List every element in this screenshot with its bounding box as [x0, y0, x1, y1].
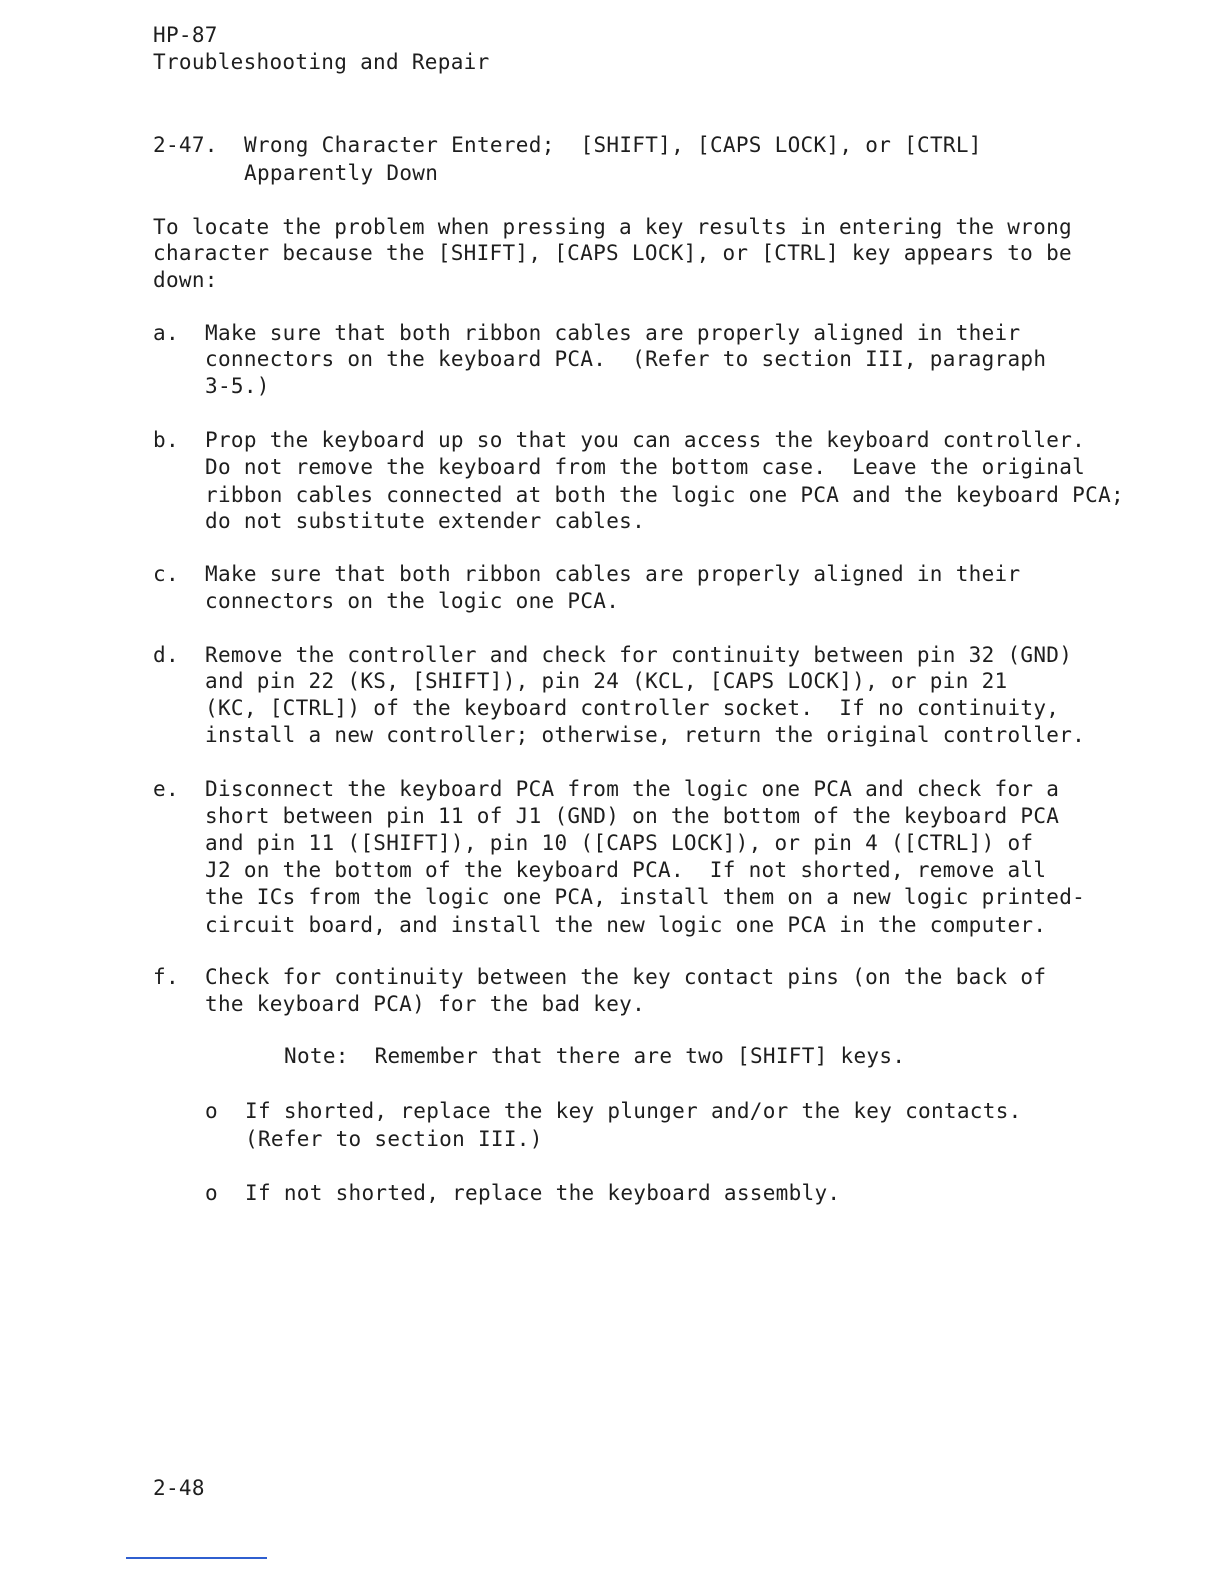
step-marker-f: f. — [153, 965, 179, 989]
step-b-line: Do not remove the keyboard from the bottom case. Leave the original — [205, 455, 1086, 479]
step-d-line: Remove the controller and check for continuity between pin 32 (GND) — [205, 643, 1073, 667]
page-number: 2-48 — [153, 1476, 205, 1500]
note-text: Note: Remember that there are two [SHIFT] keys. — [284, 1044, 906, 1068]
section-number: 2-47. — [153, 133, 218, 157]
step-b-line: do not substitute extender cables. — [205, 509, 646, 533]
step-marker-e: e. — [153, 777, 179, 801]
step-f-line: Check for continuity between the key contact pins (on the back of — [205, 965, 1047, 989]
intro-line: To locate the problem when pressing a key results in entering the wrong — [153, 215, 1072, 239]
step-e-line: and pin 11 ([SHIFT]), pin 10 ([CAPS LOCK]), or pin 4 ([CTRL]) of — [205, 831, 1034, 855]
section-title-line-2: Apparently Down — [244, 161, 439, 185]
bullet-marker: o — [205, 1181, 218, 1205]
step-a-line: 3-5.) — [205, 374, 270, 398]
intro-line: down: — [153, 268, 218, 292]
step-d-line: install a new controller; otherwise, return the original controller. — [205, 723, 1086, 747]
step-marker-a: a. — [153, 321, 179, 345]
bottom-rule — [126, 1557, 267, 1559]
step-marker-b: b. — [153, 428, 179, 452]
step-e-line: the ICs from the logic one PCA, install them on a new logic printed- — [205, 885, 1086, 909]
bullet-line: If not shorted, replace the keyboard assembly. — [245, 1181, 841, 1205]
step-a-line: Make sure that both ribbon cables are properly aligned in their — [205, 321, 1021, 345]
bullet-line: (Refer to section III.) — [245, 1127, 543, 1151]
step-d-line: and pin 22 (KS, [SHIFT]), pin 24 (KCL, [CAPS LOCK]), or pin 21 — [205, 669, 1008, 693]
step-f-line: the keyboard PCA) for the bad key. — [205, 992, 646, 1016]
step-e-line: short between pin 11 of J1 (GND) on the bottom of the keyboard PCA — [205, 804, 1060, 828]
step-a-line: connectors on the keyboard PCA. (Refer to section III, paragraph — [205, 347, 1047, 371]
step-c-line: Make sure that both ribbon cables are properly aligned in their — [205, 562, 1021, 586]
manual-title: Troubleshooting and Repair — [153, 50, 490, 74]
step-marker-d: d. — [153, 643, 179, 667]
step-b-line: Prop the keyboard up so that you can access the keyboard controller. — [205, 428, 1086, 452]
step-c-line: connectors on the logic one PCA. — [205, 589, 620, 613]
step-e-line: Disconnect the keyboard PCA from the logic one PCA and check for a — [205, 777, 1060, 801]
intro-line: character because the [SHIFT], [CAPS LOCK], or [CTRL] key appears to be — [153, 241, 1072, 265]
bullet-marker: o — [205, 1099, 218, 1123]
step-e-line: J2 on the bottom of the keyboard PCA. If not shorted, remove all — [205, 858, 1047, 882]
bullet-line: If shorted, replace the key plunger and/or the key contacts. — [245, 1099, 1022, 1123]
step-marker-c: c. — [153, 562, 179, 586]
document-model: HP-87 — [153, 23, 218, 47]
section-title-line-1: Wrong Character Entered; [SHIFT], [CAPS LOCK], or [CTRL] — [244, 133, 982, 157]
step-d-line: (KC, [CTRL]) of the keyboard controller socket. If no continuity, — [205, 696, 1060, 720]
step-b-line: ribbon cables connected at both the logic one PCA and the keyboard PCA; — [205, 483, 1124, 507]
step-e-line: circuit board, and install the new logic one PCA in the computer. — [205, 913, 1047, 937]
